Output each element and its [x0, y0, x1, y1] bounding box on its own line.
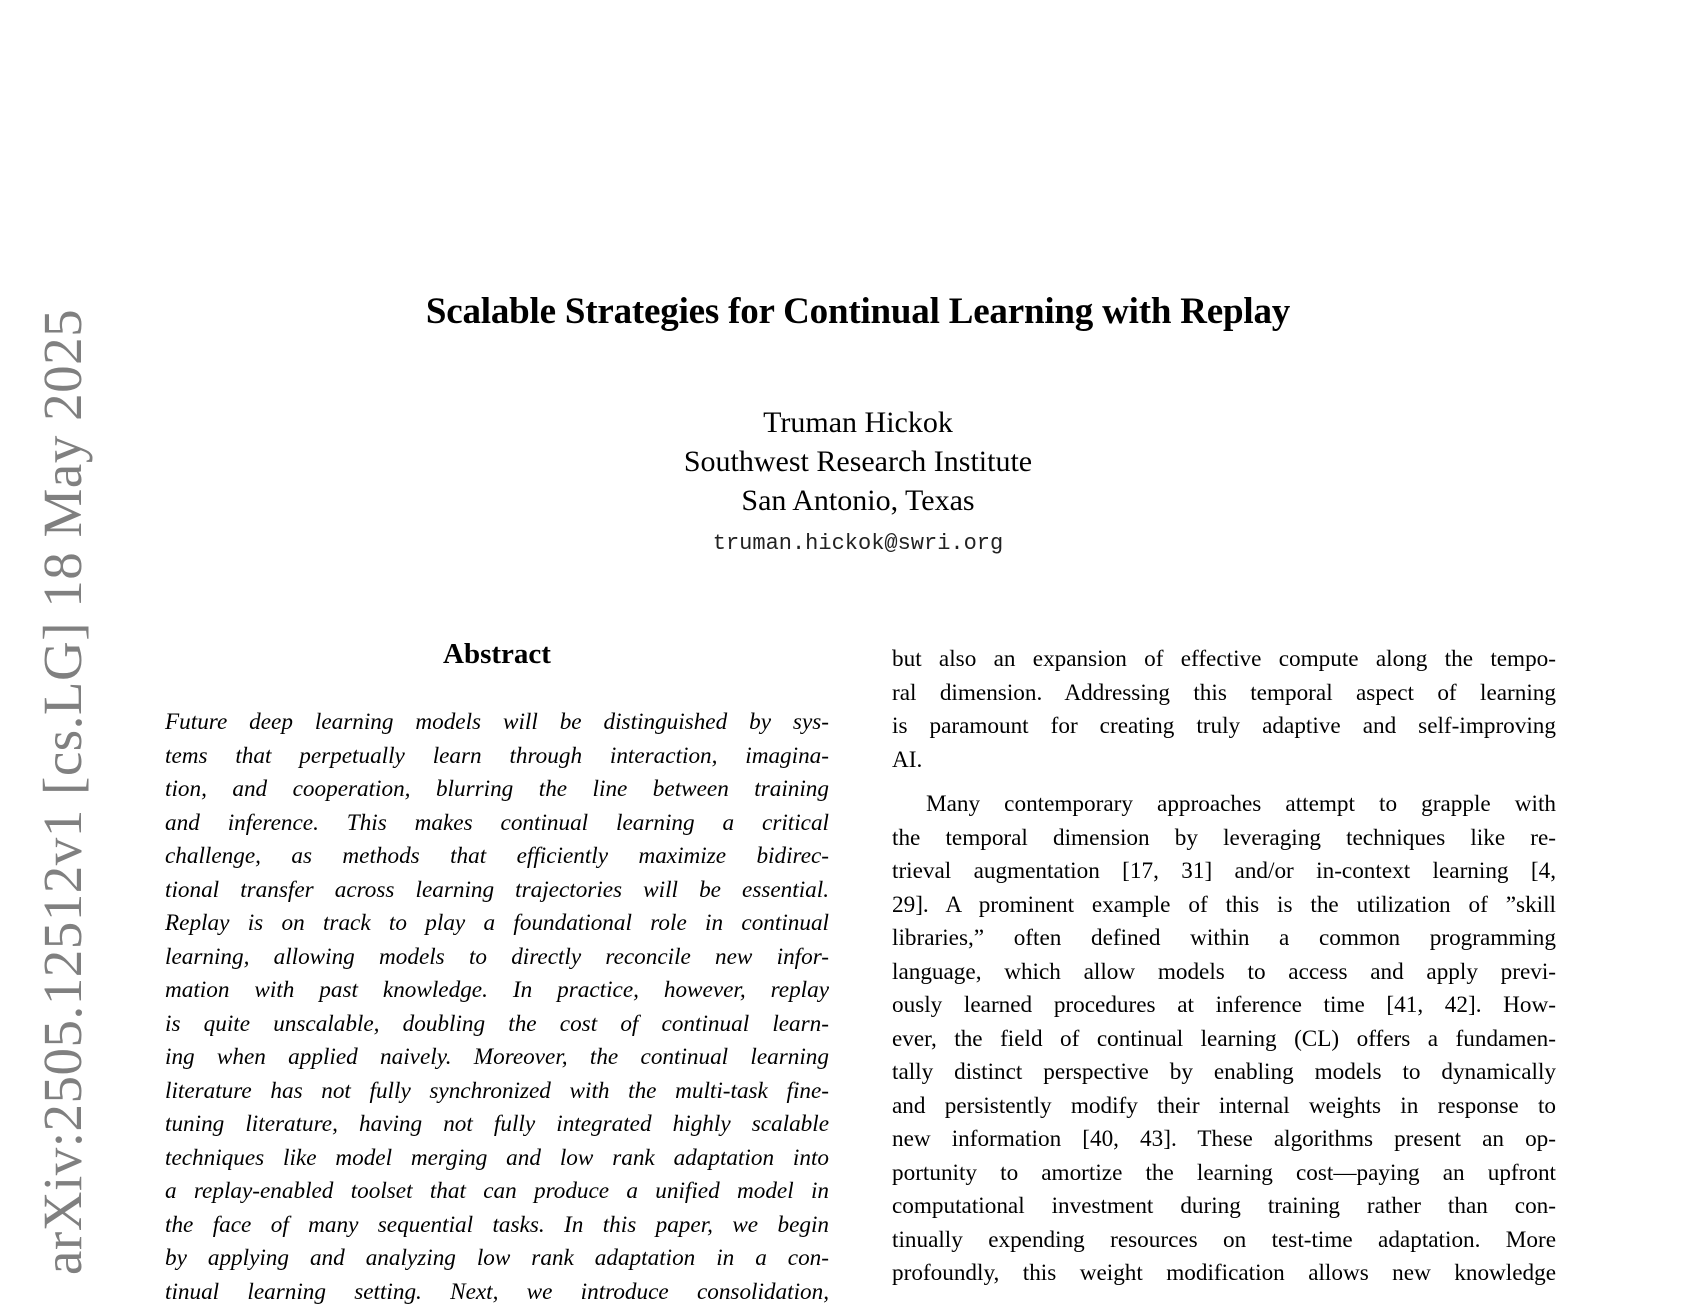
- body-line: language, which allow models to access and apply previ-: [892, 956, 1556, 990]
- abstract-line: techniques like model merging and low rank adaptation into: [165, 1142, 829, 1176]
- abstract-line: a replay-enabled toolset that can produce a unified model in: [165, 1175, 829, 1209]
- abstract-line: tinual learning setting. Next, we introduce consolidation,: [165, 1276, 829, 1309]
- abstract-body: [165, 706, 829, 1309]
- abstract-line: tuning literature, having not fully integrated highly scalable: [165, 1108, 829, 1142]
- body-line: Many contemporary approaches attempt to grapple with: [892, 788, 1556, 822]
- author-location: San Antonio, Texas: [0, 481, 1700, 520]
- body-line: libraries,” often defined within a common programming: [892, 922, 1556, 956]
- right-column: [892, 643, 1556, 1291]
- abstract-line: Replay is on track to play a foundational role in continual: [165, 907, 829, 941]
- body-line: is paramount for creating truly adaptive and self-improving: [892, 710, 1556, 744]
- author-name: Truman Hickok: [0, 403, 1700, 442]
- abstract-line: tional transfer across learning trajectories will be essential.: [165, 874, 829, 908]
- body-line: ever, the field of continual learning (CL) offers a fundamen-: [892, 1023, 1556, 1057]
- author-block: [0, 403, 1700, 568]
- body-line: portunity to amortize the learning cost—paying an upfront: [892, 1157, 1556, 1191]
- left-column: [165, 636, 829, 1309]
- abstract-line: the face of many sequential tasks. In this paper, we begin: [165, 1209, 829, 1243]
- body-line: AI.: [892, 744, 1556, 778]
- body-paragraph: [892, 788, 1556, 1291]
- body-line: new information [40, 43]. These algorithms present an op-: [892, 1123, 1556, 1157]
- body-line: computational investment during training rather than con-: [892, 1190, 1556, 1224]
- abstract-line: and inference. This makes continual learning a critical: [165, 807, 829, 841]
- abstract-line: literature has not fully synchronized with the multi-task fine-: [165, 1075, 829, 1109]
- abstract-line: by applying and analyzing low rank adaptation in a con-: [165, 1242, 829, 1276]
- author-affiliation: Southwest Research Institute: [0, 442, 1700, 481]
- abstract-line: mation with past knowledge. In practice, however, replay: [165, 974, 829, 1008]
- author-email[interactable]: truman.hickok@swri.org: [0, 520, 1700, 568]
- abstract-line: learning, allowing models to directly reconcile new infor-: [165, 941, 829, 975]
- body-line: trieval augmentation [17, 31] and/or in-context learning [4,: [892, 855, 1556, 889]
- arxiv-identifier-stamp: arXiv:2505.12512v1 [cs.LG] 18 May 2025: [28, 309, 98, 1275]
- body-line: profoundly, this weight modification allows new knowledge: [892, 1257, 1556, 1291]
- body-line: the temporal dimension by leveraging techniques like re-: [892, 822, 1556, 856]
- abstract-line: tems that perpetually learn through interaction, imagina-: [165, 740, 829, 774]
- body-line: ral dimension. Addressing this temporal aspect of learning: [892, 677, 1556, 711]
- body-line: 29]. A prominent example of this is the utilization of ”skill: [892, 889, 1556, 923]
- abstract-heading: Abstract: [165, 636, 829, 672]
- abstract-line: tion, and cooperation, blurring the line between training: [165, 773, 829, 807]
- body-paragraph: [892, 643, 1556, 777]
- body-line: but also an expansion of effective compute along the tempo-: [892, 643, 1556, 677]
- body-line: tally distinct perspective by enabling models to dynamically: [892, 1056, 1556, 1090]
- abstract-line: ing when applied naively. Moreover, the continual learning: [165, 1041, 829, 1075]
- abstract-line: is quite unscalable, doubling the cost of continual learn-: [165, 1008, 829, 1042]
- paragraph-gap: [892, 777, 1556, 788]
- abstract-line: Future deep learning models will be distinguished by sys-: [165, 706, 829, 740]
- abstract-line: challenge, as methods that efficiently maximize bidirec-: [165, 840, 829, 874]
- body-line: tinually expending resources on test-time adaptation. More: [892, 1224, 1556, 1258]
- paper-title: Scalable Strategies for Continual Learning with Replay: [0, 290, 1700, 333]
- body-line: ously learned procedures at inference time [41, 42]. How-: [892, 989, 1556, 1023]
- body-line: and persistently modify their internal weights in response to: [892, 1090, 1556, 1124]
